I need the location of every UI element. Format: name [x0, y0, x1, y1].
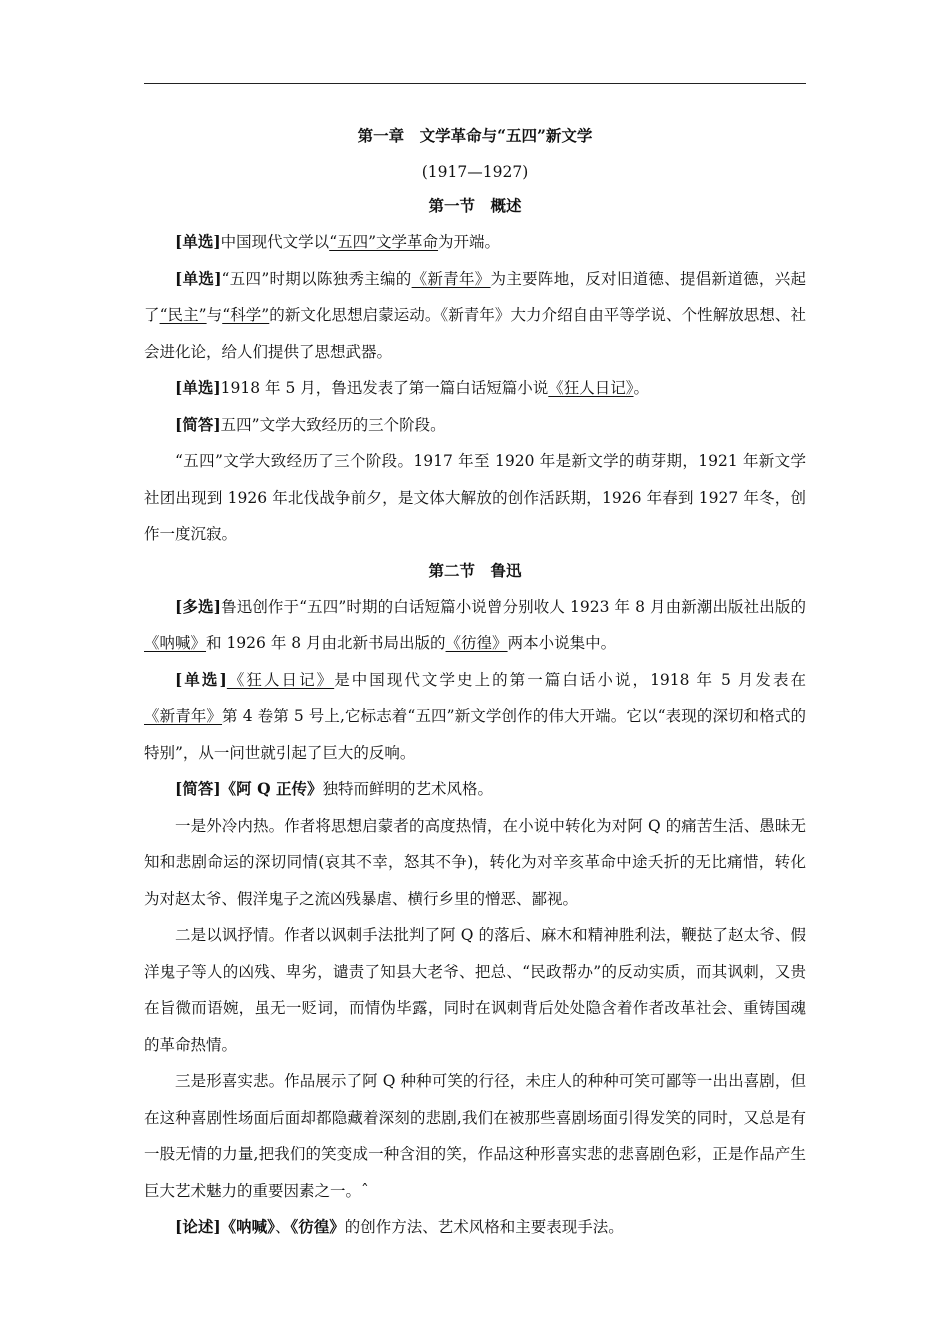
underlined-answer: 《呐喊》 — [144, 634, 207, 652]
paragraph-s2-7 — [144, 1209, 806, 1246]
paragraph-s2-2 — [144, 662, 806, 772]
document-body — [144, 118, 806, 1246]
question-tag: [单选] — [175, 669, 227, 689]
underlined-answer: 《新青年》 — [144, 707, 223, 725]
underlined-answer: 《彷徨》 — [445, 634, 508, 652]
text: 的新文化思想启蒙运动。《新青年》大力介绍自由平等学说、个性解放思想、社会进化论，给人们提供了思想武器。 — [144, 306, 806, 361]
paragraph-s2-3 — [144, 771, 806, 808]
underlined-answer: 《狂人日记》 — [226, 670, 335, 689]
underlined-answer: 《狂人日记》 — [548, 379, 634, 397]
bold-title: 《呐喊》 — [220, 1217, 275, 1236]
text: 独特而鲜明的艺术风格。 — [322, 780, 493, 798]
question-tag: [简答] — [175, 414, 221, 434]
text: 第 4 卷第 5 号上,它标志着“五四”新文学创作的伟大开端。它以“表现的深切和格式的特别”，从一问世就引起了巨大的反响。 — [144, 707, 806, 762]
section-title-luxun: 第二节 鲁迅 — [428, 560, 522, 580]
text: 为主要阵地，反对旧道德、提倡新道德，兴起了 — [144, 269, 806, 324]
underlined-answer: “民主” — [159, 306, 207, 324]
question-tag: [论述] — [175, 1217, 221, 1236]
underlined-answer: 《新青年》 — [411, 269, 491, 288]
paragraph-s1-3 — [144, 370, 806, 407]
bold-title: 《阿 Q 正传》 — [220, 779, 323, 798]
question-tag: [单选] — [175, 378, 221, 397]
question-tag: [简答] — [175, 779, 221, 798]
underlined-answer: “科学” — [222, 306, 270, 324]
question-tag: [多选] — [175, 596, 221, 616]
chapter-title: 第一章 文学革命与“五四”新文学 — [357, 126, 593, 145]
paragraph-s1-1 — [144, 224, 806, 261]
text: 和 1926 年 8 月由北新书局出版的 — [206, 634, 446, 652]
paragraph-s2-6: 三是形喜实悲。作品展示了阿 Q 种种可笑的行径，未庄人的种种可笑可鄙等一出出喜剧，但在这种喜剧性场面后面却都隐藏着深刻的悲剧,我们在被那些喜剧场面引得发笑的同时，又总是有一股无情的力量,把我们的笑变成一种含泪的笑，作品这种形喜实悲的悲喜剧色彩，正是作品产生巨大艺术魅力的重要因素之一。ˆ — [144, 1072, 806, 1200]
text: 五四”文学大致经历的三个阶段。 — [220, 415, 446, 434]
paragraph-s1-5: “五四”文学大致经历了三个阶段。1917 年至 1920 年是新文学的萌芽期，1921 年新文学社团出现到 1926 年北伐战争前夕，是文体大解放的创作活跃期，1926 年春到 1927 年冬，创作一度沉寂。 — [144, 452, 806, 543]
text: “五四”时期以陈独秀主编的 — [221, 269, 412, 288]
text: 鲁迅创作于“五四”时期的白话短篇小说曾分别收人 1923 年 8 月由新潮出版社出版的 — [221, 597, 806, 616]
underlined-answer: “五四”文学革命 — [329, 233, 439, 251]
text: 与 — [206, 306, 223, 324]
text: 为开端。 — [438, 233, 501, 251]
paragraph-s1-2 — [144, 261, 806, 371]
text: 1918 年 5 月，鲁迅发表了第一篇白话短篇小说 — [220, 379, 549, 397]
text: 两本小说集中。 — [507, 634, 617, 652]
text: 是中国现代文学史上的第一篇白话小说，1918 年 5 月发表在 — [334, 670, 807, 689]
paragraph-s1-4 — [144, 407, 806, 444]
chapter-years: (1917—1927) — [421, 163, 529, 181]
paragraph-s2-5: 二是以讽抒情。作者以讽刺手法批判了阿 Q 的落后、麻木和精神胜利法，鞭挞了赵太爷、假洋鬼子等人的凶残、卑劣，谴责了知县大老爷、把总、“民政帮办”的反动实质，而其讽刺，又贵在旨微而语婉，虽无一贬词，而情伪毕露，同时在讽刺背后处处隐含着作者改革社会、重铸国魂的革命热情。 — [144, 926, 806, 1054]
text: 。 — [633, 379, 650, 397]
question-tag: [单选] — [175, 268, 222, 288]
bold-title: 《彷徨》 — [290, 1217, 345, 1236]
paragraph-s2-4: 一是外冷内热。作者将思想启蒙者的高度热情，在小说中转化为对阿 Q 的痛苦生活、愚昧无知和悲剧命运的深切同情(哀其不幸，怒其不争)，转化为对辛亥革命中途夭折的无比痛惜，转化为对赵太爷、假洋鬼子之流凶残暴虐、横行乡里的憎恶、鄙视。 — [144, 816, 806, 908]
text: 中国现代文学以 — [220, 233, 330, 251]
section-title-overview: 第一节 概述 — [428, 196, 522, 215]
text: 、 — [274, 1218, 291, 1236]
text: 的创作方法、艺术风格和主要表现手法。 — [344, 1218, 624, 1236]
paragraph-s2-1 — [144, 589, 806, 662]
question-tag: [单选] — [175, 232, 221, 251]
header-rule — [144, 83, 806, 84]
